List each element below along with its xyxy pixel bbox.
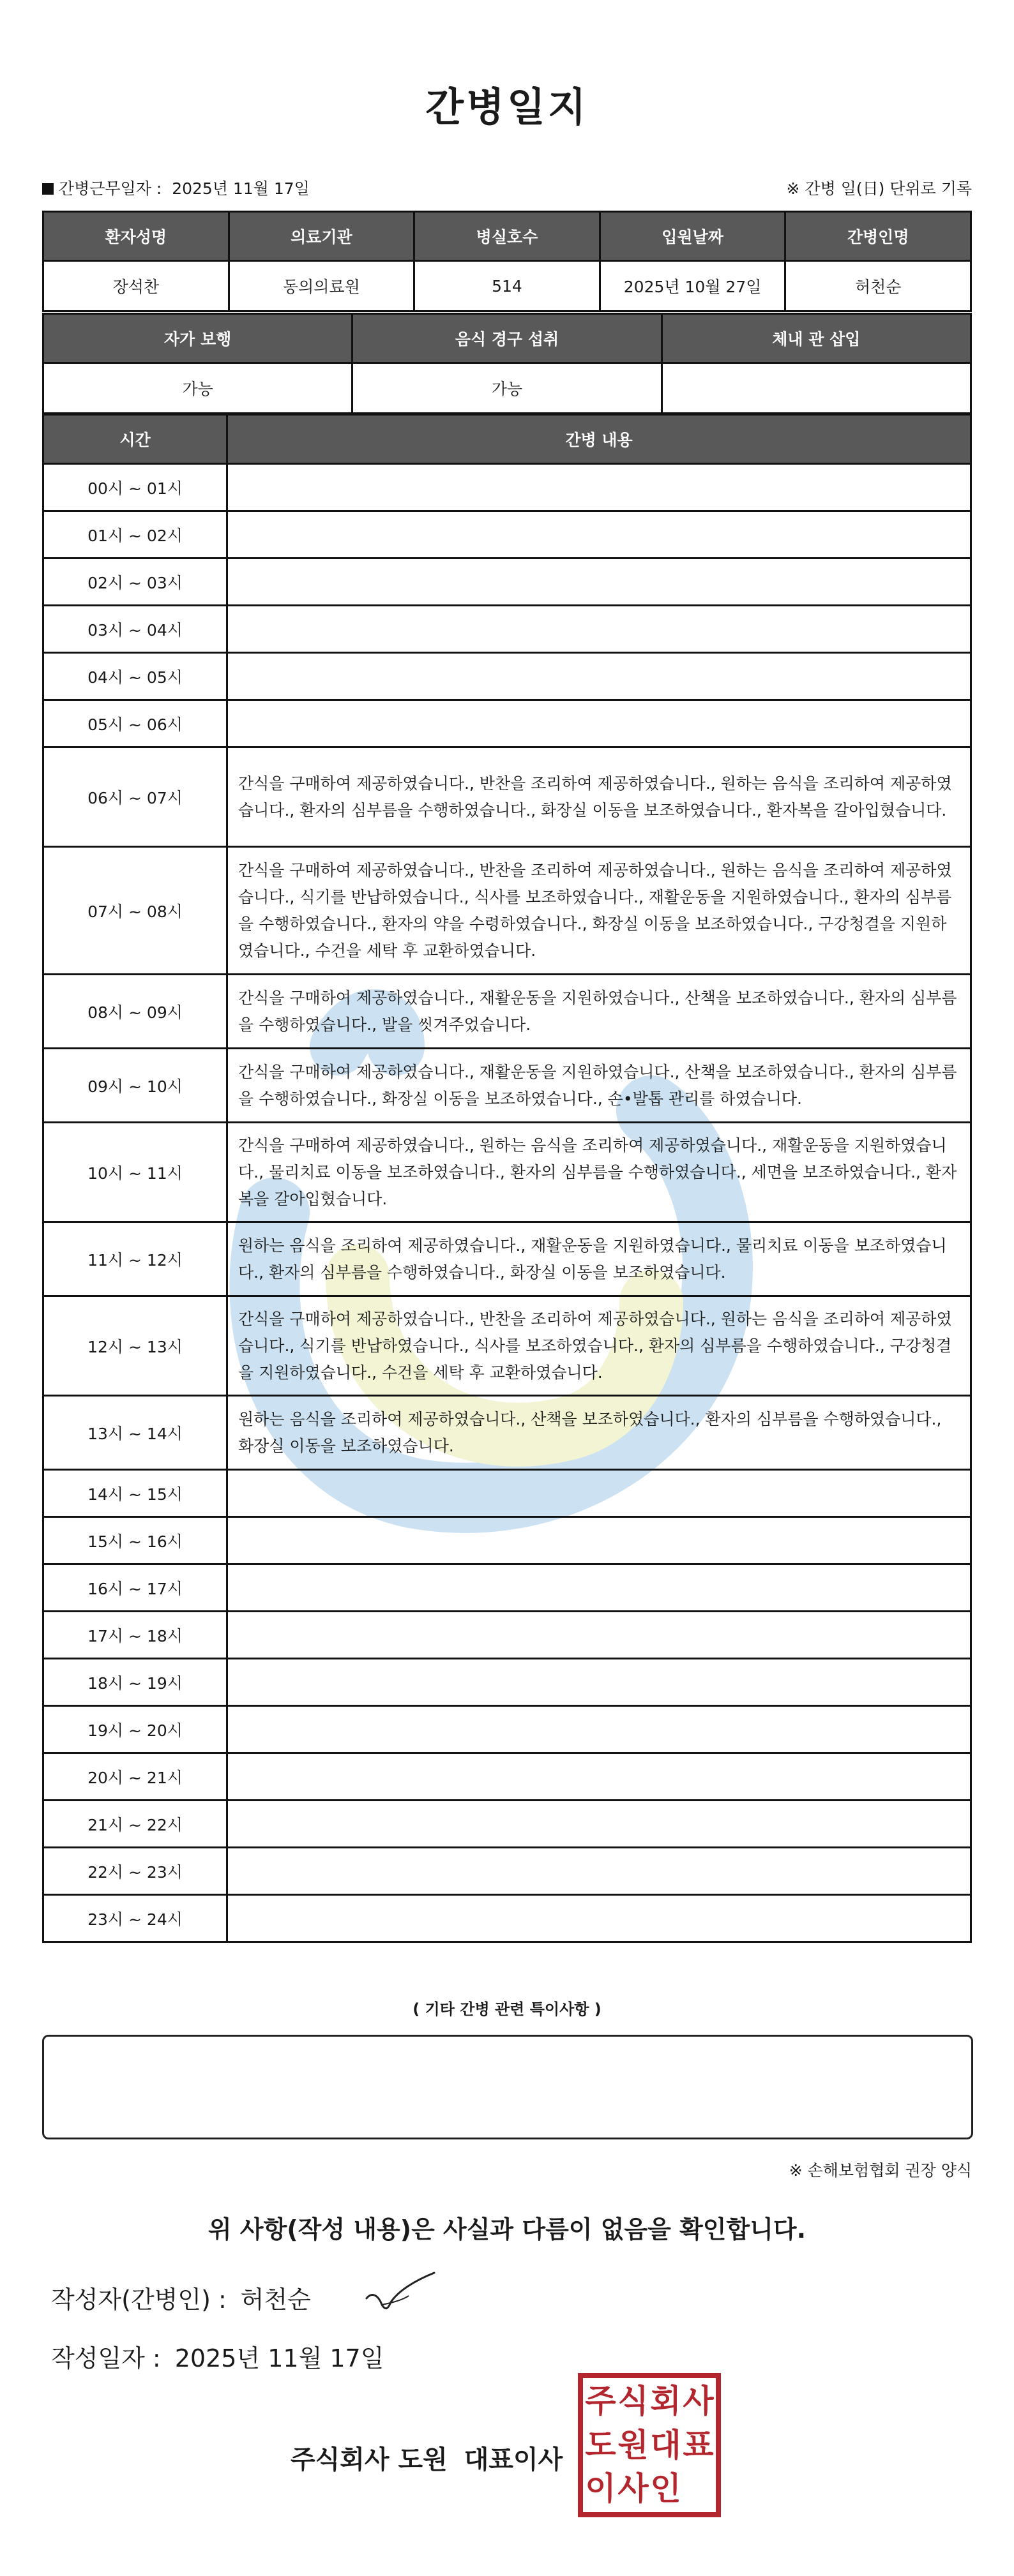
table-row [43, 700, 971, 747]
care-content-cell [227, 606, 971, 653]
care-content-cell: 간식을 구매하여 제공하였습니다., 재활운동을 지원하였습니다., 산책을 보조하였습니다., 환자의 심부름을 수행하였습니다., 화장실 이동을 보조하였습니다., 손•발톱 관리를 하였습니다. [227, 1049, 971, 1123]
table-row [43, 1659, 971, 1706]
patient-name: 장석찬 [43, 261, 229, 311]
time-cell: 20시 ~ 21시 [43, 1753, 227, 1801]
header-tube: 체내 관 삽입 [662, 314, 971, 363]
table-row [43, 1222, 971, 1296]
time-cell: 22시 ~ 23시 [43, 1848, 227, 1895]
time-cell: 03시 ~ 04시 [43, 606, 227, 653]
admission-date: 2025년 10월 27일 [600, 261, 785, 311]
header-care-content: 간병 내용 [227, 415, 971, 464]
seal-glyph: 인 [650, 2470, 681, 2508]
care-content-cell [227, 1470, 971, 1517]
seal-glyph: 도 [585, 2426, 616, 2464]
time-cell: 13시 ~ 14시 [43, 1396, 227, 1470]
table-row [43, 975, 971, 1049]
seal-glyph: 대 [650, 2426, 681, 2464]
care-content-cell [227, 1517, 971, 1564]
care-content-cell [227, 1659, 971, 1706]
company-signature-line [291, 2439, 563, 2476]
hospital: 동의의료원 [229, 261, 414, 311]
care-content-cell [227, 1564, 971, 1612]
table-row [43, 1895, 971, 1942]
document-title: 간병일지 [425, 84, 589, 130]
time-cell: 06시 ~ 07시 [43, 747, 227, 847]
care-content-cell [227, 1706, 971, 1753]
header-admission-date: 입원날짜 [600, 212, 785, 261]
header-patient-name: 환자성명 [43, 212, 229, 261]
header-time: 시간 [43, 415, 227, 464]
room-number: 514 [414, 261, 600, 311]
seal-glyph: 원 [617, 2426, 649, 2464]
table-row [43, 606, 971, 653]
time-cell: 01시 ~ 02시 [43, 511, 227, 558]
seal-glyph: 사 [683, 2383, 714, 2420]
seal-glyph: 표 [683, 2426, 714, 2464]
time-cell: 09시 ~ 10시 [43, 1049, 227, 1123]
care-content-cell [227, 1753, 971, 1801]
table-row [43, 1123, 971, 1222]
care-content-cell [227, 464, 971, 511]
seal-glyph: 주 [585, 2383, 616, 2420]
table-row [43, 1801, 971, 1848]
time-cell: 18시 ~ 19시 [43, 1659, 227, 1706]
patient-status-table [42, 313, 972, 414]
caregiver-name: 허천순 [785, 261, 971, 311]
writer-label: 작성자(간병인) : [51, 2286, 227, 2314]
care-content-cell [227, 511, 971, 558]
notes-title: ( 기타 간병 관련 특이사항 ) [412, 2000, 602, 2018]
table-row [43, 1706, 971, 1753]
time-cell: 00시 ~ 01시 [43, 464, 227, 511]
square-bullet-icon [42, 183, 54, 195]
written-date-value: 2025년 11월 17일 [174, 2344, 384, 2372]
header-caregiver: 간병인명 [785, 212, 971, 261]
care-content-cell: 간식을 구매하여 제공하였습니다., 원하는 음식을 조리하여 제공하였습니다., 재활운동을 지원하였습니다., 물리치료 이동을 보조하였습니다., 환자의 심부름을 수행하였습니다., 세면을 보조하였습니다., 환자복을 갈아입혔습니다. [227, 1123, 971, 1222]
care-content-cell: 간식을 구매하여 제공하였습니다., 반찬을 조리하여 제공하였습니다., 원하는 음식을 조리하여 제공하였습니다., 환자의 심부름을 수행하였습니다., 화장실 이동을 보조하였습니다., 환자복을 갈아입혔습니다. [227, 747, 971, 847]
work-date [42, 176, 310, 199]
seal-glyph: 회 [650, 2383, 681, 2420]
time-cell: 04시 ~ 05시 [43, 653, 227, 700]
time-cell: 14시 ~ 15시 [43, 1470, 227, 1517]
confirmation-statement: 위 사항(작성 내용)은 사실과 다름이 없음을 확인합니다. [208, 2215, 806, 2243]
writer-name: 허천순 [240, 2286, 311, 2314]
care-content-cell: 원하는 음식을 조리하여 제공하였습니다., 산책을 보조하였습니다., 환자의 심부름을 수행하였습니다., 화장실 이동을 보조하였습니다. [227, 1396, 971, 1470]
time-cell: 05시 ~ 06시 [43, 700, 227, 747]
oral-intake-status: 가능 [352, 363, 662, 414]
care-content-cell [227, 700, 971, 747]
company-role: 대표이사 [464, 2445, 563, 2475]
form-note: ※ 손해보험협회 권장 양식 [789, 2161, 972, 2180]
table-row [43, 464, 971, 511]
seal-glyph [682, 2467, 715, 2511]
table-row [43, 1612, 971, 1659]
header-hospital: 의료기관 [229, 212, 414, 261]
table-row [43, 1396, 971, 1470]
time-cell: 16시 ~ 17시 [43, 1564, 227, 1612]
time-cell: 02시 ~ 03시 [43, 558, 227, 606]
care-content-cell [227, 1848, 971, 1895]
table-row [43, 1564, 971, 1612]
care-content-cell: 간식을 구매하여 제공하였습니다., 반찬을 조리하여 제공하였습니다., 원하는 음식을 조리하여 제공하였습니다., 식기를 반납하였습니다., 식사를 보조하였습니다., 재활운동을 지원하였습니다., 환자의 심부름을 수행하였습니다., 환자의 약을 수령하였습니다., 화장실 이동을 보조하였습니다., 구강청결을 지원하였습니다., 수건을 세탁 후 교환하였습니다. [227, 847, 971, 975]
header-oral-intake: 음식 경구 섭취 [352, 314, 662, 363]
care-content-cell [227, 558, 971, 606]
company-seal [578, 2373, 721, 2517]
walking-status: 가능 [43, 363, 352, 414]
company-name: 주식회사 도원 [291, 2445, 448, 2475]
time-cell: 17시 ~ 18시 [43, 1612, 227, 1659]
table-row [43, 1517, 971, 1564]
table-row [43, 1753, 971, 1801]
header-walking: 자가 보행 [43, 314, 352, 363]
care-content-cell [227, 1801, 971, 1848]
table-row [43, 1049, 971, 1123]
care-log-table [42, 414, 972, 1943]
patient-info-table [42, 211, 972, 312]
care-content-cell: 간식을 구매하여 제공하였습니다., 반찬을 조리하여 제공하였습니다., 원하는 음식을 조리하여 제공하였습니다., 식기를 반납하였습니다., 식사를 보조하였습니다., 환자의 심부름을 수행하였습니다., 구강청결을 지원하였습니다., 수건을 세탁 후 교환하였습니다. [227, 1296, 971, 1396]
care-content-cell [227, 1612, 971, 1659]
care-content-cell: 원하는 음식을 조리하여 제공하였습니다., 재활운동을 지원하였습니다., 물리치료 이동을 보조하였습니다., 환자의 심부름을 수행하였습니다., 화장실 이동을 보조하였습니다. [227, 1222, 971, 1296]
care-content-cell: 간식을 구매하여 제공하였습니다., 재활운동을 지원하였습니다., 산책을 보조하였습니다., 환자의 심부름을 수행하였습니다., 발을 씻겨주었습니다. [227, 975, 971, 1049]
unit-note: ※ 간병 일(日) 단위로 기록 [786, 179, 972, 198]
seal-glyph: 사 [617, 2470, 649, 2508]
table-row [43, 1848, 971, 1895]
time-cell: 21시 ~ 22시 [43, 1801, 227, 1848]
table-row [43, 558, 971, 606]
written-date-label: 작성일자 : [51, 2344, 161, 2372]
seal-glyph: 이 [585, 2470, 616, 2508]
seal-glyph: 식 [617, 2383, 649, 2420]
table-row [43, 847, 971, 975]
table-row [43, 1470, 971, 1517]
work-date-label: 간병근무일자 : [59, 179, 162, 198]
time-cell: 08시 ~ 09시 [43, 975, 227, 1049]
table-row [43, 653, 971, 700]
written-date-line [51, 2339, 384, 2374]
time-cell: 15시 ~ 16시 [43, 1517, 227, 1564]
notes-box [42, 2035, 973, 2139]
time-cell: 07시 ~ 08시 [43, 847, 227, 975]
care-content-cell [227, 653, 971, 700]
writer-line [51, 2280, 311, 2315]
time-cell: 23시 ~ 24시 [43, 1895, 227, 1942]
table-row [43, 747, 971, 847]
table-row [43, 511, 971, 558]
time-cell: 11시 ~ 12시 [43, 1222, 227, 1296]
time-cell: 12시 ~ 13시 [43, 1296, 227, 1396]
care-content-cell [227, 1895, 971, 1942]
tube-status [662, 363, 971, 414]
time-cell: 19시 ~ 20시 [43, 1706, 227, 1753]
work-date-value: 2025년 11월 17일 [172, 179, 310, 198]
signature [363, 2269, 439, 2320]
time-cell: 10시 ~ 11시 [43, 1123, 227, 1222]
header-room: 병실호수 [414, 212, 600, 261]
table-row [43, 1296, 971, 1396]
